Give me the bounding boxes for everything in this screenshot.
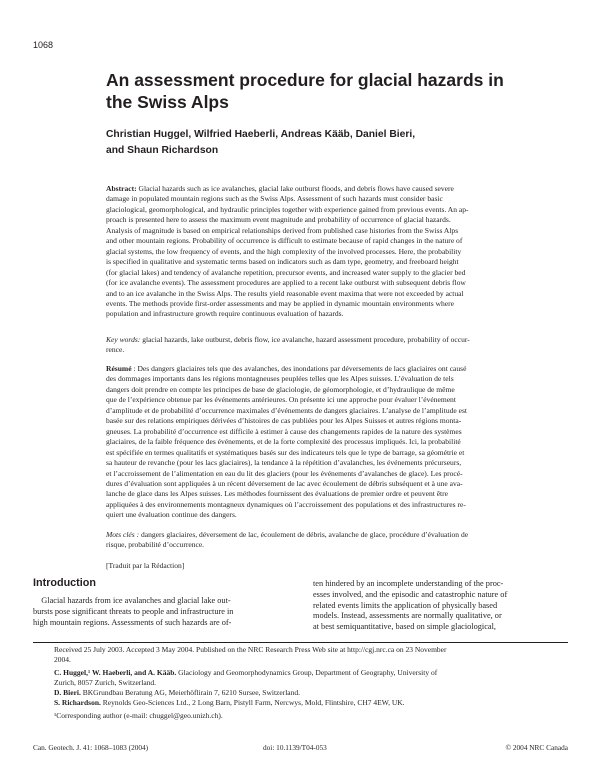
- intro-line: high mountain regions. Assessments of such hazards are of-: [33, 617, 232, 627]
- resume-line: des dommages importants dans les régions montagneuses peuplées telles que les Alpes suisses. L’évaluation de tels: [106, 374, 454, 384]
- intro-line: models. Instead, assessments are normally qualitative, or: [313, 611, 502, 621]
- resume: [106, 364, 568, 521]
- section-heading-introduction: Introduction: [33, 577, 96, 589]
- abstract: [106, 184, 568, 320]
- author-list: [106, 127, 486, 159]
- footnotes: [54, 645, 568, 721]
- abstract-line: and to an ice avalanche in the Swiss Alps. The results yield reasonable event maxima that were not exceeded by actual: [106, 288, 464, 298]
- translation-note: [Traduit par la Rédaction]: [106, 561, 185, 570]
- resume-line: appliquées à des environnements montagneux dynamiques où l’accroissement des populations et des infrastructures re-: [106, 499, 466, 509]
- intro-line: ten hindered by an incomplete understanding of the proc-: [313, 579, 504, 588]
- abstract-line: damage in populated mountain regions such as the Swiss Alps. Assessment of such hazards must consider basic: [106, 194, 443, 204]
- abstract-line: is specified in qualitative and systematic terms based on indicators such as dam type, geometry, and freeboard height: [106, 257, 459, 267]
- intro-right-column: [313, 579, 568, 633]
- resume-line: que de l’expérience obtenue par les événements antérieures. On présente ici une approche pour évaluer l’événement: [106, 395, 456, 405]
- footer-doi: doi: 10.1139/T04-053: [263, 743, 327, 752]
- footer-copyright: © 2004 NRC Canada: [505, 743, 568, 752]
- footer-journal: Can. Geotech. J. 41: 1068–1083 (2004): [33, 743, 149, 752]
- article-title: [106, 69, 504, 113]
- resume-line: lanche de glace dans les Alpes suisses. Les méthodes fournissent des évaluations de premier ordre et peuvent être: [106, 489, 449, 499]
- abstract-line: Glacial hazards such as ice avalanches, glacial lake outburst floods, and debris flows have caused severe: [136, 184, 454, 193]
- resume-line: quiert une évaluation continue des dangers.: [106, 510, 237, 520]
- received-line: Received 25 July 2003. Accepted 3 May 2004. Published on the NRC Research Press Web site at http://cgj.nrc.ca on 23 November: [54, 645, 447, 654]
- resume-line: et l’accroissement de l’alimentation en eau du lit des glaciers (pour les événements d’avalanches de glace). Les procé-: [106, 468, 463, 478]
- abstract-label: Abstract:: [106, 184, 137, 193]
- resume-line: basée sur des relations empiriques dérivées d’histoires de cas publiées pour les Alpes Suisses et autres régions monta-: [106, 416, 462, 426]
- mots-cles-line: risque, probabilité d’occurrence.: [106, 540, 205, 550]
- intro-line: bursts pose significant threats to people and infrastructure in: [33, 606, 234, 616]
- author-line: and Shaun Richardson: [106, 145, 219, 156]
- intro-left-column: [33, 596, 288, 628]
- abstract-line: proach is presented here to assess the maximum event magnitude and probability of occurrence of glacial hazards.: [106, 215, 451, 225]
- abstract-line: events. The methods provide first-order assessments and may be applied in dynamic mountain environments where: [106, 298, 454, 308]
- abstract-line: (for glacial lakes) and tendency of avalanche repetition, precursor events, and increased water supply to the glacier bed: [106, 267, 466, 277]
- author-line: Christian Huggel, Wilfried Haeberli, Andreas Kääb, Daniel Bieri,: [106, 129, 416, 140]
- received-line: 2004.: [54, 655, 71, 664]
- affiliation-names: D. Bieri.: [54, 688, 81, 697]
- intro-line: esses involved, and the episodic and catastrophic nature of: [313, 589, 508, 599]
- intro-line: Glacial hazards from ice avalanches and glacial lake out-: [33, 596, 231, 605]
- abstract-line: (for ice avalanche events). The assessment procedures are applied to a recent lake outburst with subsequent debris flow: [106, 278, 466, 288]
- keywords-line: rence.: [106, 345, 125, 355]
- affiliation-line: Reynolds Geo-Sciences Ltd., 2 Long Barn, Pistyll Farm, Nercwys, Mold, Flintshire, CH7 4EW, UK.: [100, 698, 405, 707]
- intro-line: at best semiquantitative, based on simple glaciological,: [313, 622, 496, 632]
- keywords-line: glacial hazards, lake outburst, debris flow, ice avalanche, hazard assessment procedure, probability of occur-: [140, 335, 470, 344]
- resume-line: dangers doit prendre en compte les principes de base de glaciologie, de géomorphologie, et d’hydraulique de même: [106, 384, 455, 394]
- affiliation-line: BKGrundbau Beratung AG, Meierhöflirain 7, 6210 Sursee, Switzerland.: [80, 688, 300, 697]
- resume-line: glaciaires, de la faible fréquence des événements, et de la forte complexité des processus impliqués. Ici, la probabilité: [106, 437, 461, 447]
- abstract-line: and other mountain regions. Probability of occurrence is difficult to estimate because of rapid changes in the nature of: [106, 236, 463, 246]
- resume-line: sa hauteur de revanche (pour les lacs glaciaires), la tendance à la répétition d’avalanches, les événements précurseurs,: [106, 458, 462, 468]
- resume-line: dures d’évaluation sont appliquées à un récent déversement de lac avec écoulement de débris subséquent et à une ava-: [106, 478, 463, 488]
- resume-line: gneuses. La probabilité d’occurrence est difficile à estimer à cause des changements rapides de la nature des systèmes: [106, 426, 462, 436]
- corresponding-author: ¹Corresponding author (e-mail: chuggel@geo.unizh.ch).: [54, 711, 223, 720]
- mots-cles-line: dangers glaciaires, déversement de lac, écoulement de débris, avalanche de glace, procédure d’évaluation de: [139, 530, 469, 539]
- affiliation-line: Glaciology and Geomorphodynamics Group, Department of Geography, University of: [176, 668, 438, 677]
- affiliation-line: Zurich, 8057 Zurich, Switzerland.: [54, 678, 157, 687]
- abstract-line: population and infrastructure growth require continuous evaluation of hazards.: [106, 309, 344, 319]
- resume-label: Résumé: [106, 364, 132, 373]
- resume-line: d’amplitude et de probabilité d’occurrence maximales d’événements de dangers glaciaires. L’analyse de l’amplitude est: [106, 405, 467, 415]
- resume-line: : Des dangers glaciaires tels que des avalanches, des inondations par déversements de lacs glaciaires ont causé: [131, 364, 467, 373]
- footnote-divider: [33, 642, 568, 643]
- abstract-line: glaciological, geomorphological, and hydraulic principles together with experience gained from previous events. An ap-: [106, 204, 469, 214]
- affiliation-names: S. Richardson.: [54, 698, 101, 707]
- resume-line: est spécifiée en termes qualitatifs et systématiques basés sur des indicateurs tels que le type de barrage, sa géométrie et: [106, 447, 465, 457]
- affiliation-names: C. Huggel,¹ W. Haeberli, and A. Kääb.: [54, 668, 177, 677]
- keywords-label: Key words:: [106, 335, 141, 344]
- title-line: An assessment procedure for glacial hazards in: [106, 70, 504, 90]
- abstract-line: glacial systems, the low frequency of events, and the high complexity of the involved processes. Here, the probability: [106, 246, 462, 256]
- page-number: 1068: [33, 40, 54, 50]
- keywords: [106, 335, 568, 356]
- abstract-line: Analysis of magnitude is based on empirical relationships derived from published case histories from the Swiss Alps: [106, 225, 459, 235]
- mots-cles-label: Mots clés :: [106, 530, 140, 539]
- title-line: the Swiss Alps: [106, 92, 229, 112]
- mots-cles: [106, 530, 568, 551]
- intro-line: related events limits the application of physically based: [313, 600, 498, 610]
